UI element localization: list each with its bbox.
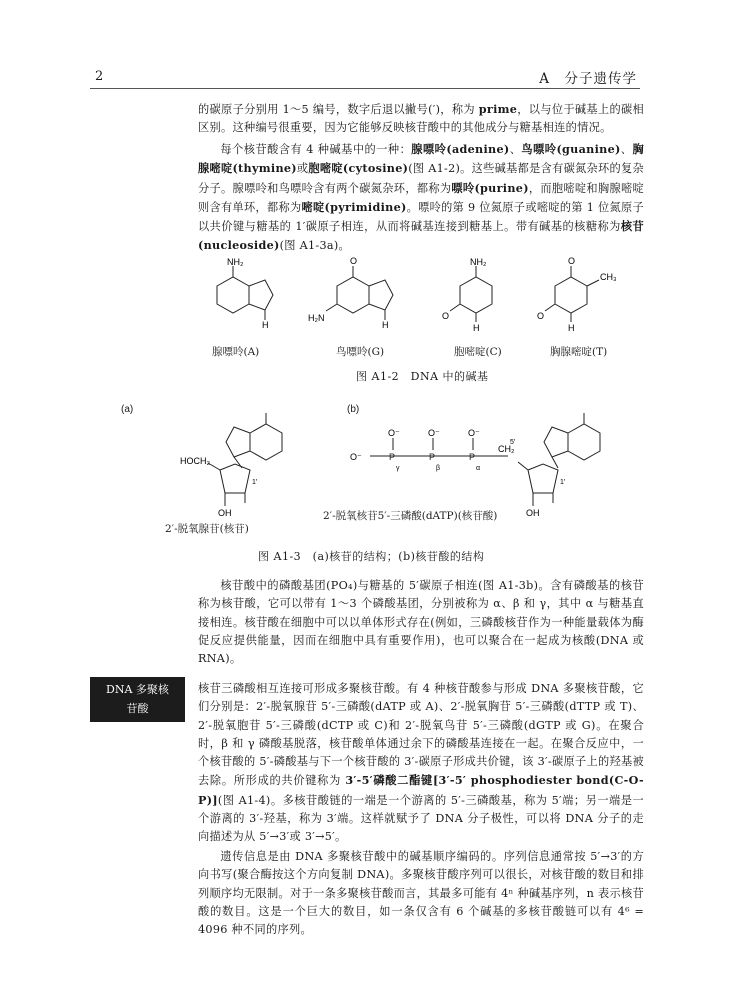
paragraph-nucleotides: 核苷酸中的磷酸基团(PO₄)与糖基的 5′碳原子相连(图 A1-3b)。含有磷酸基的核苷称为核苷酸，它可以带有 1～3 个磷酸基团，分别被称为 α、β 和 γ，其中 α 与糖基直接相连。核苷酸在细胞中可以以单体形式存在(例如，三磷酸核苷作为一种能量载体为酶促反应提供能量，因而在细胞中具有重要作用)，也可以聚合在一起成为核酸(DNA 或 RNA)。	[198, 579, 644, 666]
cytosine-h: H	[473, 323, 480, 333]
bold-term: 胞嘧啶(cytosine)	[308, 161, 409, 176]
bold-term: 鸟嘌呤(guanine)	[521, 142, 621, 156]
nucleoside-1prime: 1′	[252, 479, 258, 486]
bold-term: 3′-5′磷酸二酯键[3′-5′ phosphodiester bond(C-O-P)]	[198, 773, 644, 807]
text-run: 、	[620, 143, 633, 156]
nucleotide-structure	[370, 413, 600, 506]
guanine-o: O	[350, 256, 358, 266]
nucleotide-1prime: 1′	[560, 479, 566, 486]
caption-fig-a1-3: 图 A1-3 (a)核苷的结构；(b)核苷酸的结构	[258, 550, 485, 563]
text-run: 或	[296, 162, 309, 176]
section-heading-line: 苷酸	[126, 702, 149, 715]
thymine-o-top: O	[568, 256, 576, 266]
label-adenine: 腺嘌呤(A)	[212, 346, 260, 358]
text-run: 的碳原子分别用 1～5 编号，数字后退以撇号(′)，称为	[198, 103, 479, 116]
figure-nucleotide	[348, 398, 648, 523]
nucleotide-oh: OH	[526, 508, 540, 518]
text-run: (图 A1-2)。这些碱基都是含有碳氮杂环的复杂分子。腺嘌呤和鸟嘌呤含有两个碳氮杂环，都称为	[198, 162, 644, 195]
figure-nucleoside	[180, 398, 330, 523]
section-heading-line: DNA 多聚核	[106, 683, 169, 696]
text-run: 核苷三磷酸相互连接可形成多聚核苷酸。有 4 种核苷酸参与形成 DNA 多聚核苷酸，它们分别是：2′-脱氧腺苷 5′-三磷酸(dATP 或 A)、2′-脱氧胸苷 5′-三磷酸(dTTP 或 T)、2′-脱氧胞苷 5′-三磷酸(dCTP 或 C)和 2′-脱氧鸟苷 5′-三磷酸(dGTP 或 G)。在聚合时，β 和 γ 磷酸基脱落，核苷酸单体通过余下的磷酸基连接在一起。在聚合反应中，一个核苷酸的 5′-磷酸基与下一个核苷酸的 3′-碳原子形成共价键，该 3′-碳原子上的羟基被去除。所形成的共价键称为	[198, 682, 644, 788]
paragraph-sequence: 遗传信息是由 DNA 多聚核苷酸中的碱基顺序编码的。序列信息通常按 5′→3′的方向书写(聚合酶按这个方向复制 DNA)。多聚核苷酸序列可以很长，对核苷酸的数目和排列顺序均无限制。对于一条多聚核苷酸而言，其最多可能有 4ⁿ 种碱基序列，n 表示核苷酸的数目。这是一个巨大的数目，如一条仅含有 6 个碱基的多核苷酸链可以有 4⁶ = 4096 种不同的序列。	[198, 850, 644, 937]
section-heading-dna-polynucleotide	[90, 677, 185, 722]
text-run: ，而胞嘧啶和胸腺嘧啶则含有单环，都称为	[198, 181, 644, 214]
greek-gamma: γ	[396, 465, 400, 472]
label-cytosine: 胞嘧啶(C)	[454, 346, 502, 358]
adenine-nh2: NH₂	[227, 257, 244, 267]
thymine-ch3: CH₃	[600, 272, 617, 282]
paragraph-prime	[198, 100, 644, 138]
caption-fig-a1-2: 图 A1-2 DNA 中的碱基	[356, 370, 489, 383]
label-deoxyadenosine: 2′-脱氧腺苷(核苷)	[165, 523, 249, 535]
page-number: 2	[95, 69, 104, 84]
panel-b-label: (b)	[347, 404, 360, 415]
nucleoside-oh: OH	[218, 508, 232, 518]
guanine-h: H	[382, 320, 389, 330]
paragraph-bases	[198, 140, 644, 256]
phosphate-beta: P	[429, 452, 436, 462]
thymine-structure	[545, 266, 599, 322]
adenine-h: H	[262, 320, 269, 330]
header-divider	[90, 88, 640, 89]
nucleotide-o-beta: O⁻	[428, 428, 440, 438]
bold-term: prime	[478, 102, 518, 116]
label-guanine: 鸟嘌呤(G)	[336, 346, 385, 358]
guanine-h2n: H₂N	[308, 313, 325, 323]
bold-term: 嘌呤(purine)	[451, 180, 529, 195]
phosphate-gamma: P	[389, 452, 396, 462]
label-datp: 2′-脱氧核苷5′-三磷酸(dATP)(核苷酸)	[323, 510, 498, 522]
nucleoside-structure	[208, 413, 282, 506]
adenine-structure	[217, 266, 273, 320]
text-run: (图 A1-3a)。	[279, 239, 351, 253]
nucleotide-ch2: CH₂	[498, 444, 515, 454]
text-run: ，以与位于碱基上的碳相区别。这种编号很重要，因为它能够反映核苷酸中的其他成分与糖基相连的情况。	[198, 103, 644, 135]
text-run: (图 A1-4)。多核苷酸链的一端是一个游离的 5′-三磷酸基，称为 5′端；另一端是一个游离的 3′-羟基，称为 3′端。这样就赋予了 DNA 分子极性，可以将 DNA 分子的走向描述为从 5′→3′或 3′→5′。	[198, 793, 644, 844]
cytosine-nh2: NH₂	[470, 257, 487, 267]
thymine-h: H	[568, 323, 575, 333]
phosphate-alpha: P	[469, 452, 476, 462]
paragraph-polynucleotide	[198, 680, 644, 847]
bold-term: 嘧啶(pyrimidine)	[301, 199, 407, 214]
bold-term: 腺嘌呤(adenine)	[411, 142, 510, 156]
bold-term: 胸腺嘧啶(thymine)	[198, 142, 644, 176]
cytosine-o: O	[442, 311, 450, 321]
bold-term: 核苷(nucleoside)	[198, 219, 644, 253]
label-thymine: 胸腺嘧啶(T)	[550, 346, 608, 358]
text-run: 、	[509, 143, 522, 156]
greek-beta: β	[436, 465, 441, 472]
nucleotide-o-gamma: O⁻	[388, 428, 400, 438]
thymine-o-bottom: O	[537, 311, 545, 321]
nucleotide-o-alpha: O⁻	[468, 428, 480, 438]
nucleoside-hoch2: HOCH₂	[180, 456, 210, 466]
cytosine-structure	[450, 266, 492, 322]
nucleotide-5prime: 5′	[510, 439, 516, 446]
chapter-title: A 分子遗传学	[539, 71, 637, 87]
guanine-structure	[326, 266, 393, 320]
text-run: 每个核苷酸含有 4 种碱基中的一种：	[220, 143, 412, 156]
figure-dna-bases	[195, 256, 655, 346]
nucleotide-o-minus: O⁻	[350, 452, 362, 462]
text-run: 。嘌呤的第 9 位氮原子或嘧啶的第 1 位氮原子以共价键与糖基的 1′碳原子相连，从而将碱基连接到糖基上。带有碱基的核糖称为	[198, 200, 644, 234]
greek-alpha: α	[476, 465, 481, 472]
panel-a-label: (a)	[121, 404, 134, 415]
